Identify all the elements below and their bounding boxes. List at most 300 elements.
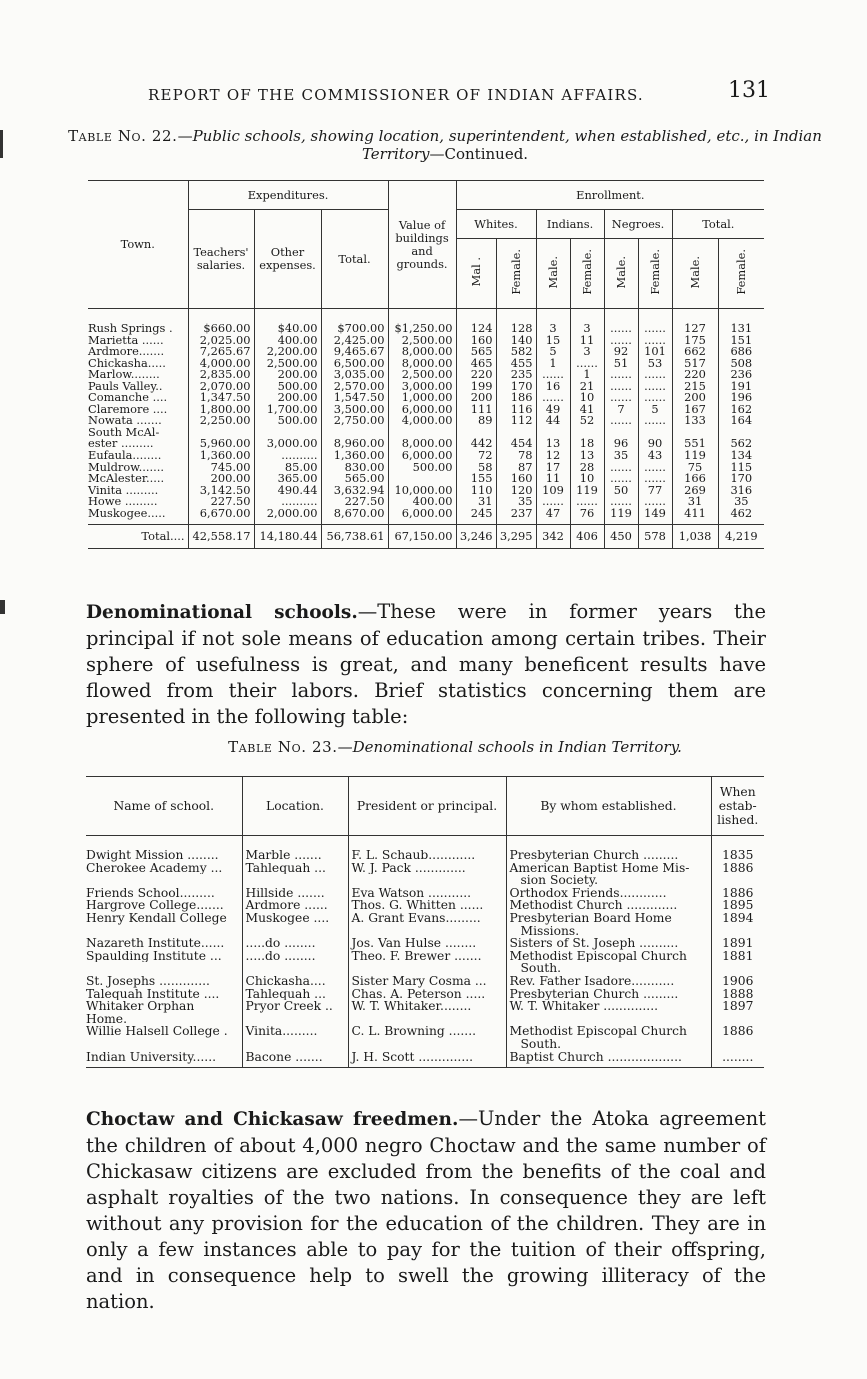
table-cell: 53 xyxy=(638,358,672,370)
table-cell: 21 xyxy=(570,381,604,393)
location-cell xyxy=(242,1013,348,1026)
table-cell: ...... xyxy=(604,381,638,393)
principal-cell xyxy=(348,1038,506,1051)
school-name-cell: Spaulding Institute ... xyxy=(86,949,222,963)
table-cell: 101 xyxy=(638,346,672,358)
table-cell: 127 xyxy=(672,309,718,335)
header-indians-male-label: Male. xyxy=(545,255,560,289)
principal-cell: Jos. Van Hulse ........ xyxy=(348,937,506,950)
location-cell: Marble ....... xyxy=(242,836,348,862)
town-cell: Claremore .... xyxy=(88,401,168,416)
table-cell: 6,670.00 xyxy=(188,508,254,525)
location-cell: Bacone ....... xyxy=(242,1051,348,1068)
table-cell: 128 xyxy=(496,309,536,335)
table-cell: 78 xyxy=(496,450,536,462)
table-cell: 167 xyxy=(672,404,718,416)
header-town: Town. xyxy=(88,181,188,309)
town-cell: Muskogee..... xyxy=(88,505,166,520)
table-cell: 47 xyxy=(536,508,570,525)
table-cell: 3,000.00 xyxy=(388,381,456,393)
header-negroes-male xyxy=(604,239,638,309)
table-cell: ...... xyxy=(536,392,570,404)
table-cell: ...... xyxy=(638,415,672,427)
table-row xyxy=(86,836,764,862)
table-cell: 2,835.00 xyxy=(188,369,254,381)
town-cell: Marlow........ xyxy=(88,367,160,382)
table-cell: $700.00 xyxy=(321,309,388,335)
table-row xyxy=(86,874,764,887)
header-whites-female xyxy=(496,239,536,309)
table-cell: 1 xyxy=(570,369,604,381)
table-row xyxy=(86,925,764,938)
table-cell: 49 xyxy=(536,404,570,416)
header-negroes: Negroes. xyxy=(604,210,672,239)
table22-total-row xyxy=(88,525,764,549)
table-cell: 131 xyxy=(718,309,764,335)
location-cell: Chickasha.... xyxy=(242,975,348,988)
school-name-cell xyxy=(86,962,242,975)
header-name-of-school: Name of school. xyxy=(86,777,242,836)
school-name-cell: Dwight Mission ........ xyxy=(86,848,219,862)
header-established-by: By whom established. xyxy=(506,777,711,836)
total-cell: 1,038 xyxy=(672,525,718,549)
table-cell: 3 xyxy=(536,309,570,335)
table-cell: 2,500.00 xyxy=(388,369,456,381)
total-cell: 3,246 xyxy=(456,525,496,549)
header-negroes-female xyxy=(638,239,672,309)
town-cell: Marietta ...... xyxy=(88,332,164,347)
header-expenditures: Expenditures. xyxy=(188,181,388,210)
principal-cell: Chas. A. Peterson ..... xyxy=(348,988,506,1001)
table-cell: 1,700.00 xyxy=(254,404,321,416)
school-name-cell: Cherokee Academy ... xyxy=(86,861,223,875)
table-cell: 6,000.00 xyxy=(388,508,456,525)
table-row xyxy=(86,975,764,988)
established-by-cell: American Baptist Home Mis- xyxy=(506,862,711,875)
table-cell: 111 xyxy=(456,404,496,416)
table-cell: 17 xyxy=(536,462,570,474)
table-cell: 160 xyxy=(456,335,496,347)
table23-title: —Denominational schools in Indian Territory. xyxy=(337,738,682,756)
header-indians: Indians. xyxy=(536,210,604,239)
location-cell: Hillside ....... xyxy=(242,887,348,900)
table-cell: 43 xyxy=(638,450,672,462)
table-row xyxy=(86,862,764,875)
year-cell: 1886 xyxy=(711,862,764,875)
total-cell: 67,150.00 xyxy=(388,525,456,549)
freedmen-heading: Choctaw and Chickasaw freedmen. xyxy=(86,1109,459,1130)
table-cell: 227.50 xyxy=(188,496,254,508)
table-cell: ...... xyxy=(638,473,672,485)
total-cell: 4,219 xyxy=(718,525,764,549)
established-by-cell: South. xyxy=(506,962,711,975)
running-head-title: REPORT OF THE COMMISSIONER OF INDIAN AFFAIRS. xyxy=(148,86,644,104)
table-cell: 3,035.00 xyxy=(321,369,388,381)
header-enrollment: Enrollment. xyxy=(456,181,764,210)
table-cell: 2,025.00 xyxy=(188,335,254,347)
school-name-cell xyxy=(86,1038,242,1051)
table-cell: 220 xyxy=(456,369,496,381)
school-name-cell: Indian University...... xyxy=(86,1051,242,1068)
denominational-schools-text: —These were in former years the principal if not sole means of education among certain tribes. Their sphere of usefulness is great, and many beneficent results have flowed from their labors. Brief statistics concerning them are presented in the following table: xyxy=(86,600,766,728)
principal-cell: Theo. F. Brewer ....... xyxy=(348,950,506,963)
table-cell: .......... xyxy=(254,450,321,462)
total-label: Total.... xyxy=(88,525,188,549)
header-location: Location. xyxy=(242,777,348,836)
page-number: 131 xyxy=(728,78,770,103)
table22-title: Public schools, showing location, superintendent, when established, etc., in Indian Territory xyxy=(192,127,822,163)
header-negroes-male-label: Male. xyxy=(613,255,628,289)
school-name-cell: Nazareth Institute...... xyxy=(86,937,225,950)
table-cell: 6,000.00 xyxy=(388,450,456,462)
table-cell: 517 xyxy=(672,358,718,370)
total-cell: 42,558.17 xyxy=(188,525,254,549)
table-cell: 166 xyxy=(672,473,718,485)
year-cell: 1886 xyxy=(711,887,764,900)
total-cell: 56,738.61 xyxy=(321,525,388,549)
header-value-buildings: Value of buildings and grounds. xyxy=(388,181,456,309)
table-cell: 490.44 xyxy=(254,485,321,497)
town-cell: South McAl- xyxy=(88,424,160,439)
established-by-cell: Methodist Church ............. xyxy=(506,899,711,912)
established-by-cell: Methodist Episcopal Church xyxy=(506,950,711,963)
established-by-cell: Presbyterian Church ......... xyxy=(506,836,711,862)
year-cell xyxy=(711,874,764,887)
table-cell: 1,347.50 xyxy=(188,392,254,404)
school-name-cell: Henry Kendall College xyxy=(86,911,227,925)
header-indians-female-label: Female. xyxy=(579,249,594,295)
town-cell: Comanche .... xyxy=(88,390,168,405)
established-by-cell: Presbyterian Board Home xyxy=(506,912,711,925)
table-cell: 16 xyxy=(536,381,570,393)
table-cell: 215 xyxy=(672,381,718,393)
table-cell: 89 xyxy=(456,415,496,427)
table-cell: 120 xyxy=(496,485,536,497)
table22-public-schools xyxy=(88,180,764,549)
table-cell: 500.00 xyxy=(388,462,456,474)
table-cell: 1,360.00 xyxy=(188,450,254,462)
location-cell: Pryor Creek .. xyxy=(242,1000,348,1013)
principal-cell xyxy=(348,874,506,887)
table-cell: ...... xyxy=(604,462,638,474)
table-cell: 237 xyxy=(496,508,536,525)
year-cell: 1897 xyxy=(711,1000,764,1013)
table-cell: 10,000.00 xyxy=(388,485,456,497)
total-cell: 450 xyxy=(604,525,638,549)
school-name-cell xyxy=(86,925,242,938)
header-whites: Whites. xyxy=(456,210,536,239)
school-name-cell: Friends School......... xyxy=(86,886,215,900)
table-row xyxy=(86,899,764,912)
table-cell: 200 xyxy=(456,392,496,404)
year-cell: 1906 xyxy=(711,975,764,988)
table-cell: 149 xyxy=(638,508,672,525)
table-cell: 565.00 xyxy=(321,473,388,485)
year-cell: 1895 xyxy=(711,899,764,912)
table-cell: 316 xyxy=(718,485,764,497)
table-cell: 3 xyxy=(570,309,604,335)
location-cell: .....do ........ xyxy=(242,950,348,963)
table-cell: 8,000.00 xyxy=(388,346,456,358)
table23-label: Table No. 23. xyxy=(228,738,338,756)
table-cell: 162 xyxy=(718,404,764,416)
table-cell: ...... xyxy=(638,392,672,404)
location-cell xyxy=(242,925,348,938)
table-cell: ...... xyxy=(570,496,604,508)
table-cell: 220 xyxy=(672,369,718,381)
table-cell: 2,570.00 xyxy=(321,381,388,393)
table-cell: 31 xyxy=(672,496,718,508)
table-cell: 1 xyxy=(536,358,570,370)
table-cell: 4,000.00 xyxy=(388,415,456,427)
table-cell: 411 xyxy=(672,508,718,525)
year-cell xyxy=(711,962,764,975)
freedmen-text: —Under the Atoka agreement the children of about 4,000 negro Choctaw and the same number of Chickasaw citizens are excluded from the benefits of the coal and asphalt royalties of the two nations. In consequence they are left without any provision for the education of the children. They are in only a few instances able to pay for the tuition of their offspring, and in consequence help to swell the growing illiteracy of the nation. xyxy=(86,1107,767,1313)
table-cell: 5,960.00 xyxy=(188,438,254,450)
year-cell: 1891 xyxy=(711,937,764,950)
table-cell: 116 xyxy=(496,404,536,416)
established-by-cell: Orthodox Friends............ xyxy=(506,887,711,900)
table-cell: 400.00 xyxy=(254,335,321,347)
header-whites-female-label: Female. xyxy=(508,249,523,295)
table-cell: 1,800.00 xyxy=(188,404,254,416)
town-cell: McAlester..... xyxy=(88,471,165,486)
scan-edge-mark xyxy=(0,600,5,614)
table-cell: 124 xyxy=(456,309,496,335)
table-cell: 830.00 xyxy=(321,462,388,474)
table-cell: 119 xyxy=(604,508,638,525)
year-cell xyxy=(711,1013,764,1026)
table-cell: 551 xyxy=(672,438,718,450)
table-cell: 51 xyxy=(604,358,638,370)
school-name-cell: Talequah Institute .... xyxy=(86,987,220,1001)
table-row xyxy=(86,988,764,1001)
table-cell: ...... xyxy=(570,358,604,370)
principal-cell xyxy=(348,962,506,975)
principal-cell: A. Grant Evans......... xyxy=(348,912,506,925)
table-cell: 28 xyxy=(570,462,604,474)
table-cell: ...... xyxy=(604,473,638,485)
table-cell: 3,000.00 xyxy=(254,438,321,450)
table-cell: ...... xyxy=(638,462,672,474)
established-by-cell: Baptist Church ................... xyxy=(506,1051,711,1068)
town-cell: Vinita ......... xyxy=(88,482,159,497)
table-cell: 465 xyxy=(456,358,496,370)
table-cell: .......... xyxy=(254,496,321,508)
header-whites-male-label: Mal . xyxy=(468,257,483,287)
table-row xyxy=(86,1000,764,1013)
town-cell: Eufaula........ xyxy=(88,448,162,463)
table-row xyxy=(86,1025,764,1038)
location-cell xyxy=(242,962,348,975)
header-enroll-total: Total. xyxy=(672,210,764,239)
table-cell: 170 xyxy=(496,381,536,393)
table-cell: ...... xyxy=(604,415,638,427)
table-cell: 5 xyxy=(638,404,672,416)
table-cell: 365.00 xyxy=(254,473,321,485)
table-cell: 442 xyxy=(456,438,496,450)
table-cell: 200.00 xyxy=(254,369,321,381)
table-cell: 2,200.00 xyxy=(254,346,321,358)
table-cell: 462 xyxy=(718,508,764,525)
location-cell: .....do ........ xyxy=(242,937,348,950)
table-cell: 87 xyxy=(496,462,536,474)
school-name-cell: St. Josephs ............. xyxy=(86,974,210,988)
table-cell: 58 xyxy=(456,462,496,474)
table-cell: 2,500.00 xyxy=(388,335,456,347)
table-cell: ...... xyxy=(604,369,638,381)
table-cell: 500.00 xyxy=(254,415,321,427)
table-cell: 8,960.00 xyxy=(321,438,388,450)
table-cell: 90 xyxy=(638,438,672,450)
table-row xyxy=(88,415,764,427)
table-cell: 2,250.00 xyxy=(188,415,254,427)
table-cell: 85.00 xyxy=(254,462,321,474)
table-cell: 119 xyxy=(570,485,604,497)
school-name-cell: Whitaker Orphan xyxy=(86,1000,195,1013)
table-cell: 160 xyxy=(496,473,536,485)
table-cell: 7,265.67 xyxy=(188,346,254,358)
location-cell xyxy=(242,874,348,887)
header-whites-male xyxy=(456,239,496,309)
table-cell: 75 xyxy=(672,462,718,474)
table-cell: 8,000.00 xyxy=(388,358,456,370)
table-cell: 235 xyxy=(496,369,536,381)
table-cell: 109 xyxy=(536,485,570,497)
table-row xyxy=(86,937,764,950)
town-cell: Pauls Valley.. xyxy=(88,378,163,393)
table-cell: 6,000.00 xyxy=(388,404,456,416)
town-cell: Chickasha..... xyxy=(88,355,166,370)
table-cell: 3 xyxy=(570,346,604,358)
principal-cell: J. H. Scott .............. xyxy=(348,1051,506,1068)
table-cell: 562 xyxy=(718,438,764,450)
table-cell: 5 xyxy=(536,346,570,358)
header-other-expenses: Other expenses. xyxy=(254,210,321,309)
established-by-cell: Methodist Episcopal Church xyxy=(506,1025,711,1038)
table-cell: 236 xyxy=(718,369,764,381)
header-negroes-female-label: Female. xyxy=(647,249,662,295)
location-cell: Muskogee .... xyxy=(242,912,348,925)
table-cell: 7 xyxy=(604,404,638,416)
table-row xyxy=(86,1051,764,1068)
table-cell: 227.50 xyxy=(321,496,388,508)
year-cell: 1888 xyxy=(711,988,764,1001)
table-cell: $1,250.00 xyxy=(388,309,456,335)
table-cell: 10 xyxy=(570,473,604,485)
table-cell: 155 xyxy=(456,473,496,485)
table-cell: 6,500.00 xyxy=(321,358,388,370)
freedmen-paragraph xyxy=(86,1106,766,1315)
table-cell: 35 xyxy=(604,450,638,462)
table22-caption xyxy=(60,127,830,163)
year-cell: 1886 xyxy=(711,1025,764,1038)
year-cell xyxy=(711,1038,764,1051)
table-cell: 245 xyxy=(456,508,496,525)
table-cell: 119 xyxy=(672,450,718,462)
table-cell: ...... xyxy=(604,392,638,404)
table-cell: ...... xyxy=(536,369,570,381)
table-cell: 12 xyxy=(536,450,570,462)
table-cell: 31 xyxy=(456,496,496,508)
location-cell: Tahlequah ... xyxy=(242,988,348,1001)
table-cell: 112 xyxy=(496,415,536,427)
table-cell: 500.00 xyxy=(254,381,321,393)
table-cell: 18 xyxy=(570,438,604,450)
table-cell: 508 xyxy=(718,358,764,370)
established-by-cell xyxy=(506,1013,711,1026)
table-cell: 9,465.67 xyxy=(321,346,388,358)
table-cell: 11 xyxy=(570,335,604,347)
established-by-cell: South. xyxy=(506,1038,711,1051)
table-cell: 92 xyxy=(604,346,638,358)
table-cell: 662 xyxy=(672,346,718,358)
header-when-established: When estab-lished. xyxy=(711,777,764,836)
table-cell: 35 xyxy=(718,496,764,508)
table-row xyxy=(88,508,764,525)
table-cell: ...... xyxy=(638,369,672,381)
table-cell: 140 xyxy=(496,335,536,347)
table-cell: 41 xyxy=(570,404,604,416)
table-row xyxy=(86,962,764,975)
principal-cell xyxy=(348,1013,506,1026)
total-cell: 342 xyxy=(536,525,570,549)
town-cell: Rush Springs . xyxy=(88,321,173,335)
table23-body xyxy=(86,836,764,1068)
table-cell: ...... xyxy=(638,335,672,347)
table-cell: 745.00 xyxy=(188,462,254,474)
table-cell: 3,632.94 xyxy=(321,485,388,497)
table22-body xyxy=(88,309,764,525)
table-cell: 4,000.00 xyxy=(188,358,254,370)
denominational-schools-heading: Denominational schools. xyxy=(86,602,358,623)
table-cell: 8,670.00 xyxy=(321,508,388,525)
denominational-schools-paragraph xyxy=(86,599,766,730)
table-cell: 72 xyxy=(456,450,496,462)
table-cell: 200.00 xyxy=(188,473,254,485)
total-cell: 578 xyxy=(638,525,672,549)
table22-dash: — xyxy=(177,127,193,145)
table-cell: 3,500.00 xyxy=(321,404,388,416)
table-cell: 8,000.00 xyxy=(388,438,456,450)
principal-cell: Thos. G. Whitten ...... xyxy=(348,899,506,912)
location-cell: Vinita......... xyxy=(242,1025,348,1038)
table-cell: 2,000.00 xyxy=(254,508,321,525)
principal-cell: Sister Mary Cosma ... xyxy=(348,975,506,988)
table-cell: 13 xyxy=(570,450,604,462)
table-cell: 134 xyxy=(718,450,764,462)
town-cell: ester ......... xyxy=(88,436,154,451)
table23-caption xyxy=(60,738,850,756)
principal-cell: W. J. Pack ............. xyxy=(348,862,506,875)
table-cell: 2,425.00 xyxy=(321,335,388,347)
table-cell: ...... xyxy=(536,496,570,508)
established-by-cell: W. T. Whitaker .............. xyxy=(506,1000,711,1013)
table22-label: Table No. 22. xyxy=(68,127,178,145)
running-head xyxy=(0,76,867,112)
table-cell: 2,750.00 xyxy=(321,415,388,427)
town-cell: Nowata ....... xyxy=(88,413,162,428)
table-cell: 565 xyxy=(456,346,496,358)
table-cell: 186 xyxy=(496,392,536,404)
table-cell: ...... xyxy=(638,496,672,508)
table-cell: 44 xyxy=(536,415,570,427)
table-cell: 164 xyxy=(718,415,764,427)
established-by-cell: Presbyterian Church ......... xyxy=(506,988,711,1001)
table-cell: 199 xyxy=(456,381,496,393)
total-cell: 3,295 xyxy=(496,525,536,549)
table-cell: 175 xyxy=(672,335,718,347)
